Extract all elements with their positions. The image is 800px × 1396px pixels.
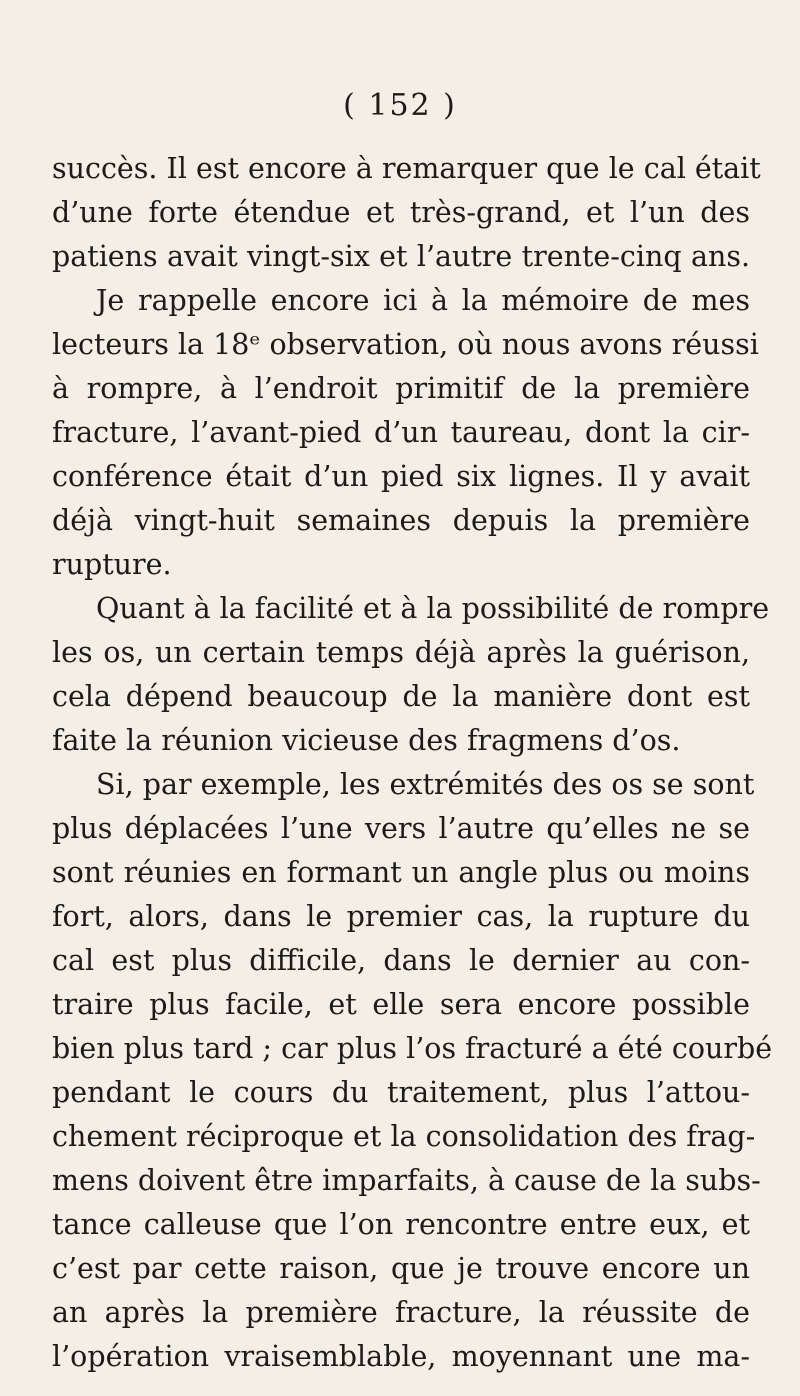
text-line: rupture. <box>52 548 172 581</box>
text-line: pendant le cours du traitement, plus l’attou- <box>52 1076 750 1109</box>
text-line: an après la première fracture, la réussite de <box>52 1296 750 1329</box>
page-number: ( 152 ) <box>343 88 457 123</box>
text-line: tance calleuse que l’on rencontre entre eux, et <box>52 1208 750 1241</box>
text-line: succès. Il est encore à remarquer que le cal était <box>52 152 761 185</box>
text-line: bien plus tard ; car plus l’os fracturé a été courbé <box>52 1032 773 1065</box>
text-line: cela dépend beaucoup de la manière dont est <box>52 680 750 713</box>
text-line: fort, alors, dans le premier cas, la rupture du <box>52 900 750 933</box>
text-line: à rompre, à l’endroit primitif de la première <box>52 372 750 405</box>
text-line: traire plus facile, et elle sera encore possible <box>52 988 750 1021</box>
text-line: plus déplacées l’une vers l’autre qu’elles ne se <box>52 812 750 845</box>
text-line: d’une forte étendue et très-grand, et l’un des <box>52 196 750 229</box>
text-line: l’opération vraisemblable, moyennant une ma- <box>52 1340 750 1373</box>
text-line: conférence était d’un pied six lignes. Il y avait <box>52 460 750 493</box>
text-line: les os, un certain temps déjà après la guérison, <box>52 636 750 669</box>
text-line: fracture, l’avant-pied d’un taureau, dont la cir- <box>52 416 750 449</box>
text-line: c’est par cette raison, que je trouve encore un <box>52 1252 750 1285</box>
text-line: sont réunies en formant un angle plus ou moins <box>52 856 750 889</box>
text-line: déjà vingt-huit semaines depuis la première <box>52 504 750 537</box>
text-line: patiens avait vingt-six et l’autre trente-cinq ans. <box>52 240 750 273</box>
text-line: lecteurs la 18ᵉ observation, où nous avons réussi <box>52 328 759 361</box>
text-line: chement réciproque et la consolidation des frag- <box>52 1120 756 1153</box>
text-line: Quant à la facilité et à la possibilité de rompre <box>96 592 770 625</box>
text-line: cal est plus difficile, dans le dernier au con- <box>52 944 750 977</box>
text-line: mens doivent être imparfaits, à cause de la subs- <box>52 1164 761 1197</box>
text-line: faite la réunion vicieuse des fragmens d’os. <box>52 724 681 757</box>
text-line: Je rappelle encore ici à la mémoire de mes <box>96 284 750 317</box>
text-line: Si, par exemple, les extrémités des os se sont <box>96 768 755 801</box>
